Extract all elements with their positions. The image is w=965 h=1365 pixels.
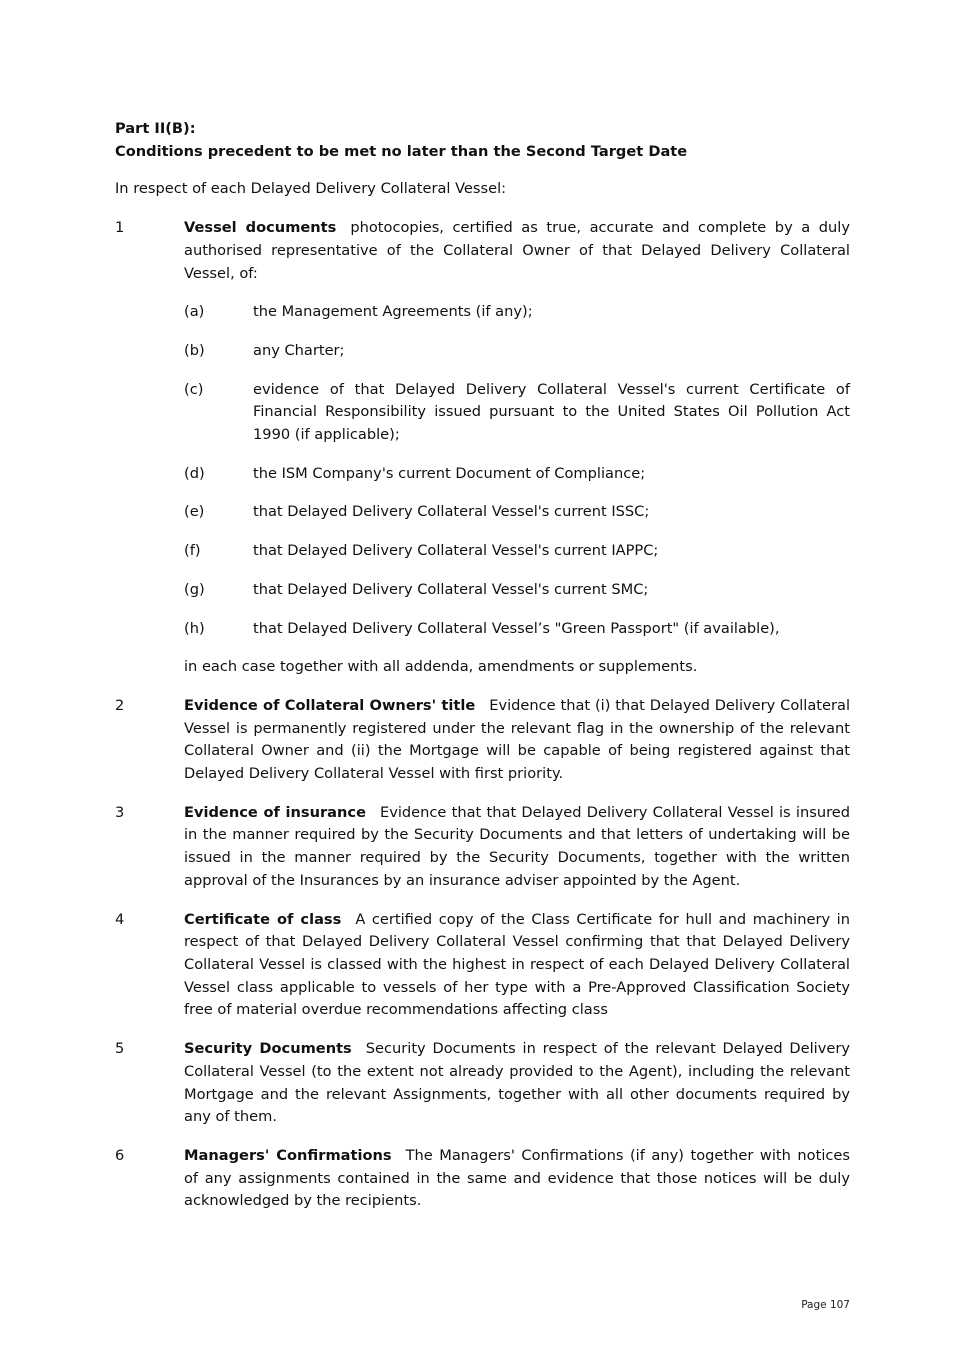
clause-text: photocopies, certified as true, accurate and complete by a duly authorised representative of the Collateral Owner of that Delayed Delivery Collateral Vessel, of: <box>184 219 850 282</box>
subitem <box>184 301 850 324</box>
document-page <box>115 118 850 1213</box>
clause-title: Evidence of Collateral Owners' title <box>184 696 476 714</box>
page-number: Page 107 <box>801 1299 850 1311</box>
subitem-letter: (e) <box>184 503 205 521</box>
subitem-text: the ISM Company's current Document of Compliance; <box>253 464 646 482</box>
subitem <box>184 340 850 363</box>
clause-5 <box>115 1038 850 1129</box>
clause-4 <box>115 909 850 1023</box>
clause-6 <box>115 1145 850 1213</box>
clause-title: Evidence of insurance <box>184 803 366 821</box>
subitem <box>184 618 850 641</box>
subitem-letter: (g) <box>184 580 205 598</box>
clause-title: Vessel documents <box>184 219 337 237</box>
subitem <box>184 501 850 524</box>
clause-text: A certified copy of the Class Certificate for hull and machinery in respect of that Delayed Delivery Collateral Vessel confirming that that Delayed Delivery Collateral Vessel is classed with the highest in respect of each Delayed Delivery Collateral Vessel class applicable to vessels of her type with a Pre-Approved Classification Society free of material overdue recommendations affecting class <box>184 910 850 1019</box>
clause-title: Managers' Confirmations <box>184 1146 392 1164</box>
subitem-letter: (d) <box>184 464 205 482</box>
subitem-text: that Delayed Delivery Collateral Vessel's current ISSC; <box>253 503 650 521</box>
subitem-text: the Management Agreements (if any); <box>253 303 533 321</box>
clause-title: Security Documents <box>184 1040 352 1058</box>
subitem-list <box>184 301 850 640</box>
clause-text: Security Documents in respect of the relevant Delayed Delivery Collateral Vessel (to the extent not already provided to the Agent), including the relevant Mortgage and the relevant Assignments, together with all other documents required by any of them. <box>184 1040 850 1126</box>
section-title: Conditions precedent to be met no later than the Second Target Date <box>115 142 688 160</box>
part-heading: Part II(B): <box>115 120 196 137</box>
subitem-text: any Charter; <box>253 341 345 359</box>
clause-3 <box>115 802 850 893</box>
subitem-letter: (a) <box>184 303 205 321</box>
subitem <box>184 379 850 447</box>
clause-text: Evidence that (i) that Delayed Delivery Collateral Vessel is permanently registered under the relevant flag in the ownership of the relevant Collateral Owner and (ii) the Mortgage will be capable of being registered against that Delayed Delivery Collateral Vessel with first priority. <box>184 696 850 783</box>
clause-number: 1 <box>115 219 125 237</box>
subitem <box>184 579 850 602</box>
clause-2 <box>115 695 850 786</box>
clause-number: 3 <box>115 803 125 821</box>
subitem <box>184 463 850 486</box>
subitem-text: evidence of that Delayed Delivery Collateral Vessel's current Certificate of Financial Responsibility issued pursuant to the United States Oil Pollution Act 1990 (if applicable); <box>253 380 850 444</box>
clause-number: 2 <box>115 696 125 714</box>
clause-number: 5 <box>115 1040 125 1058</box>
subitem-letter: (f) <box>184 542 201 560</box>
clause-text: The Managers' Confirmations (if any) together with notices of any assignments contained in the same and evidence that those notices will be duly acknowledged by the recipients. <box>184 1146 850 1210</box>
subitem-letter: (b) <box>184 341 205 359</box>
intro-text: In respect of each Delayed Delivery Collateral Vessel: <box>115 180 507 198</box>
clause-text: Evidence that that Delayed Delivery Collateral Vessel is insured in the manner required by the Security Documents and that letters of undertaking will be issued in the manner required by the Security Documents, together with the written approval of the Insurances by an insurance adviser appointed by the Agent. <box>184 803 850 889</box>
subitem-text: that Delayed Delivery Collateral Vessel’s "Green Passport" (if available), <box>253 619 780 637</box>
clause-title: Certificate of class <box>184 910 342 928</box>
subitem-letter: (c) <box>184 380 204 398</box>
clause-number: 4 <box>115 910 125 928</box>
subitem-text: that Delayed Delivery Collateral Vessel's current SMC; <box>253 580 649 598</box>
subitem <box>184 540 850 563</box>
subitem-text: that Delayed Delivery Collateral Vessel's current IAPPC; <box>253 542 659 560</box>
clause-tail-text: in each case together with all addenda, amendments or supplements. <box>184 658 698 676</box>
subitem-letter: (h) <box>184 619 205 637</box>
clause-number: 6 <box>115 1146 125 1164</box>
clause-1 <box>115 217 850 679</box>
